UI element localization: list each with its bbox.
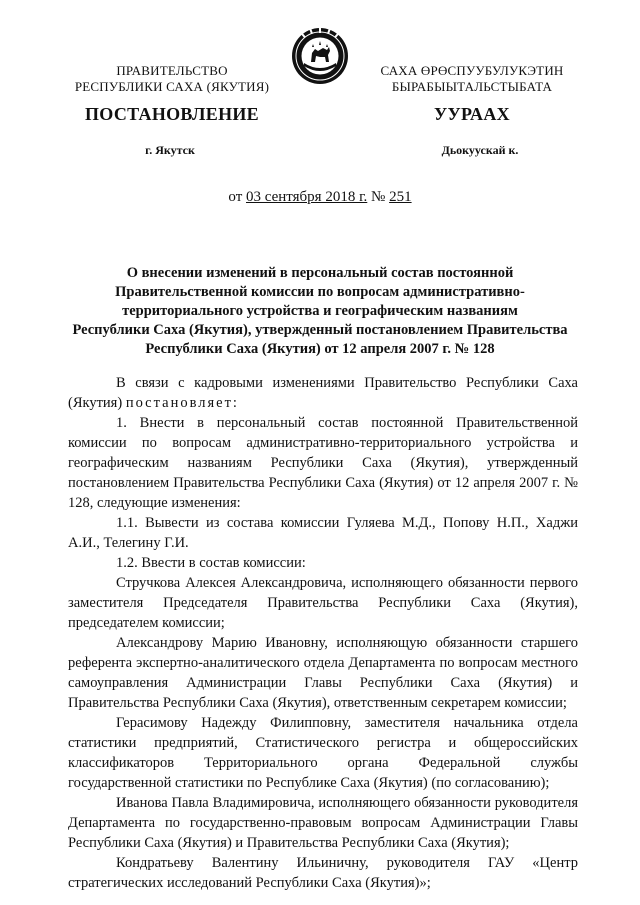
doc-type-yakut: УУРААХ [434, 104, 510, 124]
body-paragraph-item-1-1: 1.1. Вывести из состава комиссии Гуляева М.Д., Попову Н.П., Хаджи А.И., Телегину Г.И. [68, 515, 578, 551]
body-paragraph-member: Кондратьеву Валентину Ильиничну, руководителя ГАУ «Центр стратегических исследований Республики Саха (Якутия)»; [68, 855, 578, 891]
body-paragraph-preamble [68, 373, 578, 413]
header-right-line2: БЫРАБЫЫТАЛЬСТЫБАТА [391, 79, 553, 94]
body-paragraph-item-1-2: 1.2. Ввести в состав комиссии: [116, 555, 306, 571]
body-paragraph-member: Стручкова Алексея Александровича, исполняющего обязанности первого заместителя Председателя Правительства Республики Саха (Якутия), председателем комиссии; [68, 575, 578, 631]
body-paragraph-member: Александрову Марию Ивановну, исполняющую обязанности старшего референта экспертно-аналитического отдела Департамента по вопросам местного самоуправления Администрации Главы Республики Саха (Якутия) и Правительства Республики Саха (Якутия), ответственным секретарем комиссии; [68, 635, 578, 711]
title-line: территориального устройства и географическим названиям [122, 303, 518, 319]
header-right [352, 63, 592, 95]
header-left [52, 63, 292, 95]
document-date-number [0, 188, 640, 206]
header-left-line2: РЕСПУБЛИКИ САХА (ЯКУТИЯ) [74, 79, 270, 94]
body-paragraph-item-1: 1. Внести в персональный состав постоянной Правительственной комиссии по вопросам административно-территориального устройства и географическим названиям Республики Саха (Якутия), утвержденный постановлением Правительства Республики Саха (Якутия) от 12 апреля 2007 г. № 128, следующие изменения: [68, 415, 578, 511]
city-russian: г. Якутск [145, 143, 195, 157]
document-body [68, 373, 578, 893]
preamble-text: В связи с кадровыми изменениями Правительство Республики Саха (Якутия) [68, 375, 578, 411]
resolves-word: постановляет: [125, 395, 239, 411]
title-line: О внесении изменений в персональный состав постоянной [126, 265, 514, 281]
number-sign: № [367, 189, 390, 205]
coat-of-arms-icon [290, 26, 350, 86]
date-prefix: от [228, 189, 246, 205]
title-line: Республики Саха (Якутия), утвержденный постановлением Правительства [72, 322, 568, 338]
header-left-line1: ПРАВИТЕЛЬСТВО [116, 63, 228, 78]
doc-type-russian: ПОСТАНОВЛЕНИЕ [85, 104, 259, 124]
body-paragraph-member: Герасимову Надежду Филипповну, заместителя начальника отдела статистики предприятий, Статистического регистра и общероссийских классификаторов Территориального органа Федеральной службы государственной статистики по Республике Саха (Якутия) (по согласованию); [68, 715, 578, 791]
header-right-line1: САХА ӨРӨСПУУБУЛУКЭТИН [380, 63, 564, 78]
title-line: Республики Саха (Якутия) от 12 апреля 2007 г. № 128 [145, 341, 495, 357]
document-date: 03 сентября 2018 г. [246, 189, 368, 205]
title-line: Правительственной комиссии по вопросам административно- [115, 284, 525, 300]
document-title [60, 264, 580, 359]
city-yakut: Дьокуускай к. [441, 143, 519, 157]
document-number: 251 [389, 189, 412, 205]
body-paragraph-member: Иванова Павла Владимировича, исполняющего обязанности руководителя Департамента по государственно-правовым вопросам Администрации Главы Республики Саха (Якутия) и Правительства Республики Саха (Якутия); [68, 795, 578, 851]
